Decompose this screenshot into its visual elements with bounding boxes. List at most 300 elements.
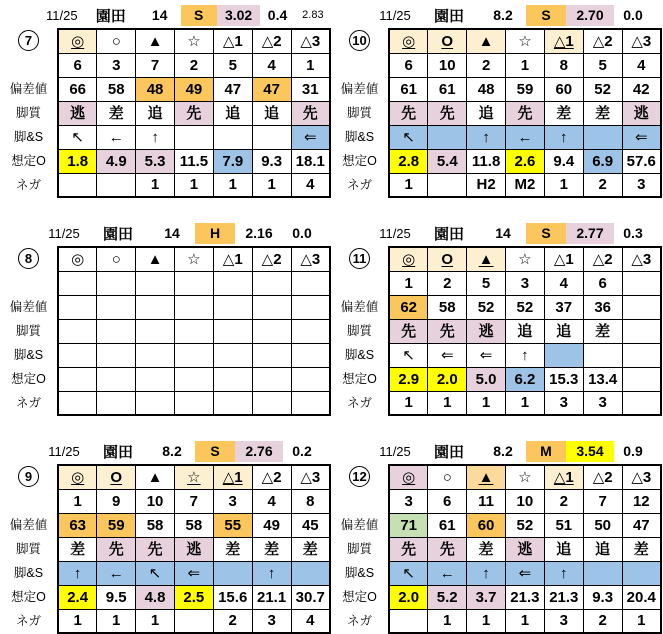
leg-direction-cell[interactable]: ↑ [467, 561, 506, 585]
mark-cell[interactable]: ☆ [505, 247, 544, 271]
expected-odds-cell[interactable] [97, 367, 136, 391]
nega-cell[interactable]: 1 [97, 609, 136, 633]
deviation-cell[interactable]: 59 [97, 513, 136, 537]
deviation-cell[interactable] [252, 295, 291, 319]
mark-cell[interactable]: △1 [544, 29, 583, 53]
horse-number-cell[interactable]: 3 [213, 489, 252, 513]
leg-direction-cell[interactable]: ↑ [252, 561, 291, 585]
running-style-cell[interactable]: 逃 [505, 537, 544, 561]
race-data-grid [57, 464, 331, 634]
deviation-cell[interactable] [291, 295, 330, 319]
mark-cell[interactable]: ▲ [136, 247, 175, 271]
horse-number-cell[interactable]: 4 [252, 53, 291, 77]
mark-cell[interactable]: O [428, 29, 467, 53]
running-style-cell[interactable]: 逃 [467, 319, 506, 343]
mark-cell[interactable]: ◎ [389, 465, 428, 489]
nega-cell[interactable]: 1 [467, 609, 506, 633]
running-style-cell[interactable]: 先 [428, 319, 467, 343]
deviation-cell[interactable]: 37 [544, 295, 583, 319]
running-style-cell[interactable]: 先 [389, 101, 428, 125]
mark-cell[interactable]: △1 [213, 29, 252, 53]
horse-number-cell[interactable]: 2 [428, 271, 467, 295]
expected-odds-cell[interactable] [291, 367, 330, 391]
nega-cell[interactable]: 3 [583, 391, 622, 415]
nega-cell[interactable]: H2 [467, 173, 506, 197]
mark-cell[interactable]: ☆ [174, 465, 213, 489]
expected-odds-cell[interactable]: 57.6 [622, 149, 661, 173]
running-style-cell[interactable]: 差 [544, 101, 583, 125]
deviation-cell[interactable]: 45 [291, 513, 330, 537]
nega-cell[interactable]: 1 [428, 609, 467, 633]
running-style-cell[interactable] [291, 319, 330, 343]
mark-cell[interactable]: ◎ [58, 247, 97, 271]
expected-odds-cell[interactable] [174, 367, 213, 391]
nega-cell[interactable]: 1 [174, 173, 213, 197]
deviation-cell[interactable]: 52 [505, 513, 544, 537]
horse-number-cell[interactable]: 3 [97, 53, 136, 77]
deviation-cell[interactable]: 42 [622, 77, 661, 101]
mark-cell[interactable]: △3 [622, 465, 661, 489]
horse-number-cell[interactable]: 4 [622, 53, 661, 77]
running-style-cell[interactable]: 逃 [174, 537, 213, 561]
horse-number-cell[interactable] [213, 271, 252, 295]
mark-cell[interactable]: ○ [428, 465, 467, 489]
deviation-cell[interactable]: 63 [58, 513, 97, 537]
mark-cell[interactable]: ◎ [58, 29, 97, 53]
mark-cell[interactable]: △1 [544, 247, 583, 271]
expected-odds-cell[interactable]: 2.9 [389, 367, 428, 391]
horse-number-cell[interactable]: 3 [389, 489, 428, 513]
mark-cell[interactable]: △2 [583, 29, 622, 53]
running-style-cell[interactable] [213, 319, 252, 343]
running-style-cell[interactable]: 先 [291, 101, 330, 125]
leg-direction-cell[interactable]: ⇐ [428, 343, 467, 367]
deviation-cell[interactable]: 61 [428, 77, 467, 101]
leg-direction-cell[interactable] [428, 125, 467, 149]
running-style-cell[interactable]: 追 [213, 101, 252, 125]
expected-odds-cell[interactable]: 7.9 [213, 149, 252, 173]
leg-direction-cell[interactable]: ⇐ [174, 561, 213, 585]
running-style-cell[interactable] [136, 319, 175, 343]
nega-cell[interactable]: 1 [505, 391, 544, 415]
running-style-cell[interactable]: 先 [136, 537, 175, 561]
horse-number-cell[interactable]: 1 [58, 489, 97, 513]
mark-cell[interactable]: △2 [252, 247, 291, 271]
leg-direction-cell[interactable] [291, 343, 330, 367]
leg-direction-cell[interactable] [544, 343, 583, 367]
nega-cell[interactable]: 2 [213, 609, 252, 633]
running-style-cell[interactable]: 先 [174, 101, 213, 125]
leg-direction-cell[interactable]: ⇐ [467, 343, 506, 367]
deviation-cell[interactable]: 48 [467, 77, 506, 101]
leg-direction-cell[interactable]: ↖ [389, 125, 428, 149]
expected-odds-cell[interactable]: 1.8 [58, 149, 97, 173]
horse-number-cell[interactable] [622, 271, 661, 295]
horse-number-cell[interactable]: 2 [544, 489, 583, 513]
leg-direction-cell[interactable] [622, 343, 661, 367]
mark-cell[interactable]: ◎ [389, 29, 428, 53]
deviation-cell[interactable]: 47 [622, 513, 661, 537]
deviation-cell[interactable]: 71 [389, 513, 428, 537]
deviation-cell[interactable] [213, 295, 252, 319]
leg-direction-cell[interactable]: ↑ [544, 125, 583, 149]
nega-cell[interactable]: 1 [428, 391, 467, 415]
nega-cell[interactable] [428, 173, 467, 197]
mark-cell[interactable]: △1 [213, 465, 252, 489]
running-style-cell[interactable] [252, 319, 291, 343]
expected-odds-cell[interactable]: 5.0 [467, 367, 506, 391]
mark-cell[interactable]: ▲ [136, 29, 175, 53]
deviation-cell[interactable]: 49 [174, 77, 213, 101]
expected-odds-cell[interactable]: 2.5 [174, 585, 213, 609]
horse-number-cell[interactable]: 11 [467, 489, 506, 513]
running-style-cell[interactable]: 差 [252, 537, 291, 561]
horse-number-cell[interactable]: 4 [252, 489, 291, 513]
horse-number-cell[interactable]: 10 [136, 489, 175, 513]
deviation-cell[interactable]: 52 [583, 77, 622, 101]
mark-cell[interactable]: △3 [622, 247, 661, 271]
deviation-cell[interactable]: 51 [544, 513, 583, 537]
nega-cell[interactable]: 3 [544, 609, 583, 633]
expected-odds-cell[interactable]: 9.5 [97, 585, 136, 609]
leg-direction-cell[interactable]: ↑ [58, 561, 97, 585]
horse-number-cell[interactable]: 6 [583, 271, 622, 295]
nega-cell[interactable]: 4 [291, 173, 330, 197]
running-style-cell[interactable]: 先 [97, 537, 136, 561]
mark-cell[interactable]: △1 [544, 465, 583, 489]
leg-direction-cell[interactable]: ↑ [505, 343, 544, 367]
horse-number-cell[interactable]: 5 [467, 271, 506, 295]
mark-cell[interactable]: ○ [97, 247, 136, 271]
expected-odds-cell[interactable]: 2.0 [389, 585, 428, 609]
deviation-cell[interactable]: 31 [291, 77, 330, 101]
running-style-cell[interactable]: 追 [136, 101, 175, 125]
header-venue: 園田 [95, 7, 126, 25]
horse-number-cell[interactable]: 7 [136, 53, 175, 77]
leg-direction-cell[interactable]: ↑ [544, 561, 583, 585]
mark-cell[interactable]: ○ [97, 29, 136, 53]
nega-cell[interactable]: 1 [252, 173, 291, 197]
leg-direction-cell[interactable] [174, 125, 213, 149]
leg-direction-cell[interactable] [583, 343, 622, 367]
nega-cell[interactable] [252, 391, 291, 415]
horse-number-cell[interactable]: 2 [467, 53, 506, 77]
leg-direction-cell[interactable] [252, 343, 291, 367]
horse-number-cell[interactable] [174, 271, 213, 295]
deviation-cell[interactable]: 60 [467, 513, 506, 537]
horse-number-cell[interactable] [291, 271, 330, 295]
deviation-cell[interactable]: 52 [467, 295, 506, 319]
deviation-cell[interactable]: 58 [97, 77, 136, 101]
nega-cell[interactable]: 1 [467, 391, 506, 415]
deviation-cell[interactable]: 62 [389, 295, 428, 319]
horse-number-cell[interactable]: 1 [506, 53, 545, 77]
mark-cell[interactable]: ▲ [467, 465, 506, 489]
leg-direction-cell[interactable]: ← [97, 561, 136, 585]
expected-odds-cell[interactable] [622, 367, 661, 391]
horse-number-cell[interactable]: 10 [428, 53, 467, 77]
expected-odds-cell[interactable] [213, 367, 252, 391]
running-style-cell[interactable]: 差 [97, 101, 136, 125]
mark-cell[interactable]: △2 [252, 465, 291, 489]
expected-odds-cell[interactable]: 11.5 [174, 149, 213, 173]
horse-number-cell[interactable] [97, 271, 136, 295]
leg-direction-cell[interactable] [213, 561, 252, 585]
nega-cell[interactable] [622, 391, 661, 415]
horse-number-cell[interactable]: 8 [291, 489, 330, 513]
horse-number-cell[interactable]: 5 [583, 53, 622, 77]
deviation-cell[interactable]: 55 [213, 513, 252, 537]
leg-direction-cell[interactable] [136, 343, 175, 367]
nega-cell[interactable]: 1 [136, 173, 175, 197]
expected-odds-cell[interactable]: 30.7 [291, 585, 330, 609]
deviation-cell[interactable]: 59 [506, 77, 545, 101]
horse-number-cell[interactable]: 7 [583, 489, 622, 513]
mark-cell[interactable]: ◎ [58, 465, 97, 489]
expected-odds-cell[interactable] [252, 367, 291, 391]
mark-cell[interactable]: △2 [583, 465, 622, 489]
nega-cell[interactable] [389, 609, 428, 633]
leg-direction-cell[interactable] [622, 561, 661, 585]
horse-number-cell[interactable]: 6 [389, 53, 428, 77]
horse-number-cell[interactable]: 4 [544, 271, 583, 295]
expected-odds-cell[interactable]: 2.4 [58, 585, 97, 609]
expected-odds-cell[interactable]: 5.3 [136, 149, 175, 173]
expected-odds-cell[interactable]: 5.4 [428, 149, 467, 173]
horse-number-cell[interactable] [58, 271, 97, 295]
mark-cell[interactable]: ▲ [136, 465, 175, 489]
horse-number-cell[interactable]: 9 [97, 489, 136, 513]
deviation-cell[interactable] [174, 295, 213, 319]
nega-cell[interactable] [291, 391, 330, 415]
leg-direction-cell[interactable]: ← [506, 125, 545, 149]
deviation-cell[interactable]: 49 [252, 513, 291, 537]
deviation-cell[interactable]: 47 [213, 77, 252, 101]
expected-odds-cell[interactable]: 21.1 [252, 585, 291, 609]
deviation-cell[interactable]: 61 [389, 77, 428, 101]
deviation-cell[interactable] [622, 295, 661, 319]
leg-direction-cell[interactable]: ⇐ [291, 125, 330, 149]
leg-direction-cell[interactable] [583, 561, 622, 585]
horse-number-cell[interactable]: 1 [291, 53, 330, 77]
running-style-cell[interactable]: 差 [622, 537, 661, 561]
mark-cell[interactable]: △3 [622, 29, 661, 53]
leg-direction-cell[interactable]: ↖ [58, 125, 97, 149]
expected-odds-cell[interactable]: 18.1 [291, 149, 330, 173]
running-style-cell[interactable] [174, 319, 213, 343]
horse-number-cell[interactable]: 10 [505, 489, 544, 513]
leg-direction-cell[interactable]: ← [428, 561, 467, 585]
running-style-cell[interactable]: 追 [544, 319, 583, 343]
leg-direction-cell[interactable] [583, 125, 622, 149]
horse-number-cell[interactable]: 2 [174, 53, 213, 77]
running-style-cell[interactable]: 追 [583, 537, 622, 561]
expected-odds-cell[interactable]: 9.4 [544, 149, 583, 173]
deviation-cell[interactable] [136, 295, 175, 319]
deviation-cell[interactable]: 58 [136, 513, 175, 537]
expected-odds-cell[interactable]: 21.3 [505, 585, 544, 609]
expected-odds-cell[interactable] [136, 367, 175, 391]
mark-cell[interactable]: △3 [291, 247, 330, 271]
expected-odds-cell[interactable]: 2.6 [506, 149, 545, 173]
running-style-cell[interactable]: 差 [58, 537, 97, 561]
expected-odds-cell[interactable]: 15.6 [213, 585, 252, 609]
mark-cell[interactable]: △2 [252, 29, 291, 53]
nega-cell[interactable] [97, 173, 136, 197]
expected-odds-cell[interactable]: 4.9 [97, 149, 136, 173]
expected-odds-cell[interactable]: 20.4 [622, 585, 661, 609]
leg-direction-cell[interactable]: ↖ [389, 343, 428, 367]
mark-cell[interactable]: ▲ [467, 247, 506, 271]
deviation-cell[interactable] [97, 295, 136, 319]
expected-odds-cell[interactable]: 6.2 [505, 367, 544, 391]
deviation-cell[interactable]: 52 [505, 295, 544, 319]
leg-direction-cell[interactable]: ⇐ [622, 125, 661, 149]
mark-cell[interactable]: O [428, 247, 467, 271]
mark-cell[interactable]: ◎ [389, 247, 428, 271]
row-label-expected-odds: 想定O [342, 154, 377, 168]
nega-cell[interactable]: 1 [58, 609, 97, 633]
nega-cell[interactable] [174, 391, 213, 415]
nega-cell[interactable]: 4 [291, 609, 330, 633]
leg-direction-cell[interactable]: ⇐ [505, 561, 544, 585]
horse-number-cell[interactable]: 3 [505, 271, 544, 295]
nega-cell[interactable]: M2 [506, 173, 545, 197]
running-style-cell[interactable] [97, 319, 136, 343]
row-label-deviation: 偏差値 [9, 82, 48, 96]
nega-cell[interactable]: 3 [252, 609, 291, 633]
running-style-cell[interactable]: 先 [389, 319, 428, 343]
mark-cell[interactable]: ▲ [467, 29, 506, 53]
running-style-cell[interactable] [58, 319, 97, 343]
running-style-cell[interactable]: 追 [544, 537, 583, 561]
leg-direction-cell[interactable]: ↖ [136, 561, 175, 585]
deviation-cell[interactable] [58, 295, 97, 319]
leg-direction-cell[interactable] [252, 125, 291, 149]
leg-direction-cell[interactable]: ↑ [136, 125, 175, 149]
expected-odds-cell[interactable]: 15.3 [544, 367, 583, 391]
running-style-cell[interactable]: 差 [213, 537, 252, 561]
expected-odds-cell[interactable]: 11.8 [467, 149, 506, 173]
nega-cell[interactable]: 1 [622, 609, 661, 633]
expected-odds-cell[interactable]: 6.9 [583, 149, 622, 173]
running-style-cell[interactable]: 先 [428, 537, 467, 561]
nega-cell[interactable] [136, 391, 175, 415]
horse-number-cell[interactable]: 12 [622, 489, 661, 513]
horse-number-cell[interactable] [136, 271, 175, 295]
nega-cell[interactable]: 3 [622, 173, 661, 197]
running-style-cell[interactable]: 逃 [622, 101, 661, 125]
leg-direction-cell[interactable] [97, 343, 136, 367]
running-style-cell[interactable]: 逃 [58, 101, 97, 125]
running-style-cell[interactable]: 先 [389, 537, 428, 561]
nega-cell[interactable]: 2 [583, 609, 622, 633]
leg-direction-cell[interactable]: ↖ [389, 561, 428, 585]
leg-direction-cell[interactable] [174, 343, 213, 367]
horse-number-cell[interactable]: 6 [58, 53, 97, 77]
expected-odds-cell[interactable]: 13.4 [583, 367, 622, 391]
deviation-cell[interactable]: 48 [136, 77, 175, 101]
nega-cell[interactable]: 1 [544, 173, 583, 197]
horse-number-cell[interactable]: 7 [174, 489, 213, 513]
leg-direction-cell[interactable] [291, 561, 330, 585]
expected-odds-cell[interactable]: 9.3 [252, 149, 291, 173]
deviation-cell[interactable]: 50 [583, 513, 622, 537]
running-style-cell[interactable]: 差 [467, 537, 506, 561]
nega-cell[interactable] [58, 173, 97, 197]
leg-direction-cell[interactable]: ← [97, 125, 136, 149]
nega-cell[interactable]: 1 [505, 609, 544, 633]
nega-cell[interactable]: 1 [389, 391, 428, 415]
expected-odds-cell[interactable] [58, 367, 97, 391]
nega-cell[interactable] [213, 391, 252, 415]
deviation-cell[interactable]: 58 [428, 295, 467, 319]
horse-number-cell[interactable]: 1 [389, 271, 428, 295]
running-style-cell[interactable] [622, 319, 661, 343]
running-style-cell[interactable]: 差 [583, 319, 622, 343]
nega-cell[interactable]: 1 [136, 609, 175, 633]
horse-number-cell[interactable] [252, 271, 291, 295]
running-style-cell[interactable]: 差 [291, 537, 330, 561]
expected-odds-cell[interactable]: 4.8 [136, 585, 175, 609]
nega-cell[interactable]: 2 [583, 173, 622, 197]
mark-cell[interactable]: ☆ [506, 29, 545, 53]
mark-cell[interactable]: △1 [213, 247, 252, 271]
nega-cell[interactable]: 1 [213, 173, 252, 197]
header-sub-value: 0.3 [623, 225, 643, 241]
nega-cell[interactable] [58, 391, 97, 415]
race-number-badge: 7 [18, 30, 39, 51]
deviation-cell[interactable]: 66 [58, 77, 97, 101]
leg-direction-cell[interactable] [58, 343, 97, 367]
leg-direction-cell[interactable]: ↑ [467, 125, 506, 149]
running-style-cell[interactable]: 先 [506, 101, 545, 125]
nega-cell[interactable] [174, 609, 213, 633]
mark-cell[interactable]: ☆ [174, 247, 213, 271]
expected-odds-cell[interactable]: 2.8 [389, 149, 428, 173]
deviation-cell[interactable]: 60 [544, 77, 583, 101]
expected-odds-cell[interactable]: 2.0 [428, 367, 467, 391]
mark-cell[interactable]: O [97, 465, 136, 489]
expected-odds-cell[interactable]: 21.3 [544, 585, 583, 609]
running-style-cell[interactable]: 差 [583, 101, 622, 125]
mark-cell[interactable]: ☆ [174, 29, 213, 53]
expected-odds-cell[interactable]: 3.7 [467, 585, 506, 609]
leg-direction-cell[interactable] [213, 125, 252, 149]
deviation-cell[interactable]: 36 [583, 295, 622, 319]
nega-cell[interactable]: 3 [544, 391, 583, 415]
mark-cell[interactable]: △2 [583, 247, 622, 271]
mark-cell[interactable]: △3 [291, 29, 330, 53]
horse-number-cell[interactable]: 6 [428, 489, 467, 513]
deviation-cell[interactable]: 61 [428, 513, 467, 537]
leg-direction-cell[interactable] [213, 343, 252, 367]
horse-number-cell[interactable]: 8 [544, 53, 583, 77]
nega-cell[interactable]: 1 [389, 173, 428, 197]
mark-cell[interactable]: △3 [291, 465, 330, 489]
expected-odds-cell[interactable]: 5.2 [428, 585, 467, 609]
running-style-cell[interactable]: 追 [252, 101, 291, 125]
mark-cell[interactable]: ☆ [505, 465, 544, 489]
horse-number-cell[interactable]: 5 [213, 53, 252, 77]
expected-odds-cell[interactable]: 9.3 [583, 585, 622, 609]
deviation-cell[interactable]: 58 [174, 513, 213, 537]
nega-cell[interactable] [97, 391, 136, 415]
running-style-cell[interactable]: 追 [467, 101, 506, 125]
deviation-cell[interactable]: 47 [252, 77, 291, 101]
running-style-cell[interactable]: 先 [428, 101, 467, 125]
running-style-cell[interactable]: 追 [505, 319, 544, 343]
